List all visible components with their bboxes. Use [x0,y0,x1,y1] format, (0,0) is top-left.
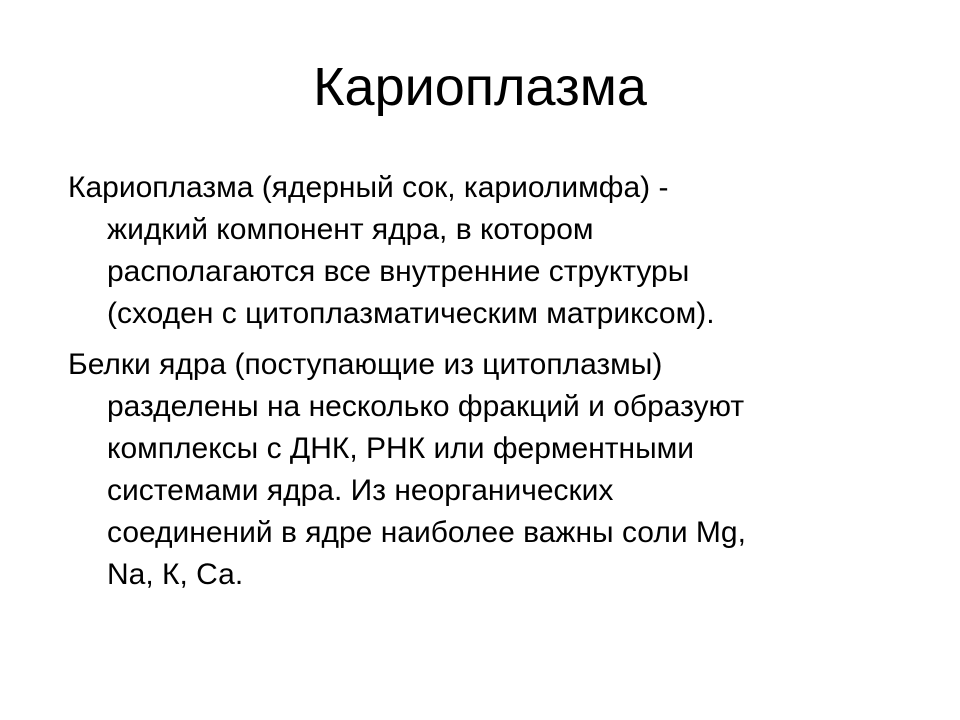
paragraph-2-line-2: разделены на несколько фракций и образуют [107,390,745,423]
slide-title: Кариоплазма [313,57,647,117]
paragraph-1-line-2: жидкий компонент ядра, в котором [107,213,594,246]
paragraph-2-line-1: Белки ядра (поступающие из цитоплазмы) [68,348,663,381]
paragraph-2-line-6: Na, К, Са. [107,558,244,591]
paragraph-2-line-3: комплексы с ДНК, РНК или ферментными [107,432,695,465]
paragraph-2-line-4: системами ядра. Из неорганических [107,474,614,507]
paragraph-1-line-3: располагаются все внутренние структуры [107,255,690,288]
paragraph-2-line-5: соединений в ядре наиболее важны соли Mg, [107,516,746,549]
paragraph-1-line-4: (сходен с цитоплазматическим матриксом). [107,297,715,330]
paragraph-1-line-1: Кариоплазма (ядерный сок, кариолимфа) - [68,171,669,204]
